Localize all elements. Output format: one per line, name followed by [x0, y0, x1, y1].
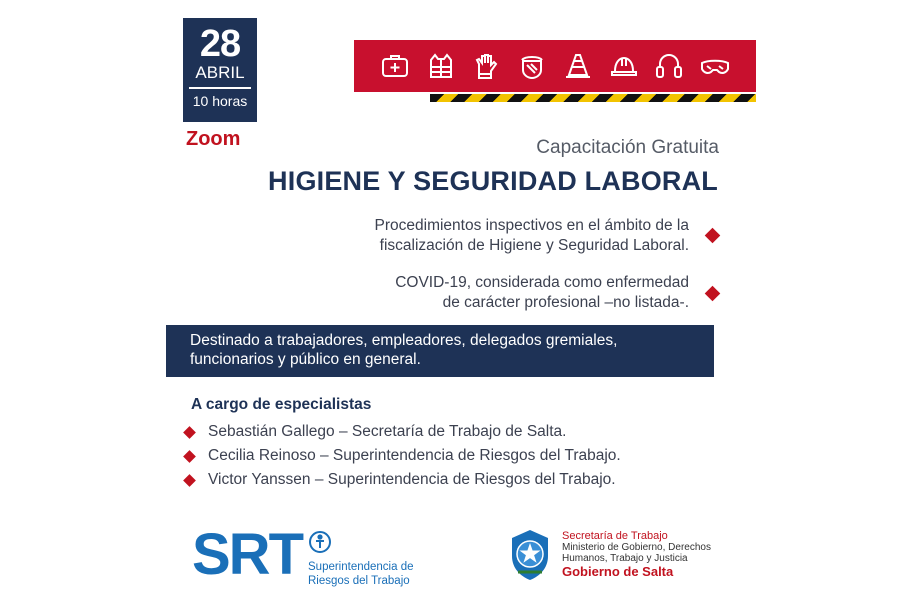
topic-bullet-icon [705, 228, 721, 244]
specialist-name: Victor Yanssen – Superintendencia de Riesgos del Trabajo. [208, 471, 616, 488]
safety-icon-strip [354, 40, 756, 92]
list-item [178, 468, 621, 492]
specialist-name: Cecilia Reinoso – Superintendencia de Riesgos del Trabajo. [208, 447, 621, 464]
bullet-diamond-icon [183, 474, 196, 487]
traffic-cone-icon [563, 51, 593, 81]
work-glove-icon [471, 51, 501, 81]
bullet-diamond-icon [183, 426, 196, 439]
topic-bullet-icon [705, 286, 721, 302]
topic-item [375, 216, 689, 256]
list-item [178, 420, 621, 444]
bullet-diamond-icon [183, 450, 196, 463]
srt-name-line: Superintendencia de [308, 561, 414, 573]
ear-muffs-icon [654, 51, 684, 81]
gob-name: Gobierno de Salta [562, 564, 674, 579]
event-day: 28 [199, 23, 241, 65]
specialists-heading: A cargo de especialistas [191, 396, 372, 413]
audience-line: Destinado a trabajadores, empleadores, delegados gremiales, [190, 332, 618, 349]
hard-hat-icon [609, 51, 639, 81]
event-time: 10 horas [192, 93, 248, 109]
audience-banner [166, 325, 714, 377]
topic-item [395, 273, 689, 313]
topic-line: de carácter profesional –no listada-. [442, 294, 689, 311]
gob-secretaria: Secretaría de Trabajo [562, 530, 668, 542]
gobierno-salta-logo [508, 528, 711, 582]
gob-ministerio: Ministerio de Gobierno, Derechos [562, 542, 711, 553]
specialist-name: Sebastián Gallego – Secretaría de Trabajo de Salta. [208, 423, 567, 440]
first-aid-kit-icon [380, 51, 410, 81]
course-title: HIGIENE Y SEGURIDAD LABORAL [268, 166, 718, 196]
safety-goggles-icon [700, 51, 730, 81]
srt-letters: SRT [192, 522, 302, 587]
salta-seal-icon [508, 528, 552, 582]
safety-vest-icon [426, 51, 456, 81]
topic-line: Procedimientos inspectivos en el ámbito de la [374, 217, 689, 234]
srt-emblem-icon [308, 530, 332, 554]
srt-logo [192, 522, 414, 587]
hazard-stripe [430, 94, 756, 102]
course-subtitle: Capacitación Gratuita [536, 137, 719, 158]
face-shield-icon [517, 51, 547, 81]
date-divider [189, 87, 251, 89]
specialists-list [178, 420, 621, 492]
topic-line: COVID-19, considerada como enfermedad [395, 274, 689, 291]
date-box [183, 18, 257, 122]
topic-line: fiscalización de Higiene y Seguridad Laboral. [379, 237, 689, 254]
srt-name-line: Riesgos del Trabajo [308, 575, 410, 587]
event-platform: Zoom [186, 128, 241, 150]
event-month: ABRIL [195, 63, 245, 82]
list-item [178, 444, 621, 468]
audience-line: funcionarios y público en general. [190, 351, 421, 368]
gob-ministerio: Humanos, Trabajo y Justicia [562, 553, 688, 564]
